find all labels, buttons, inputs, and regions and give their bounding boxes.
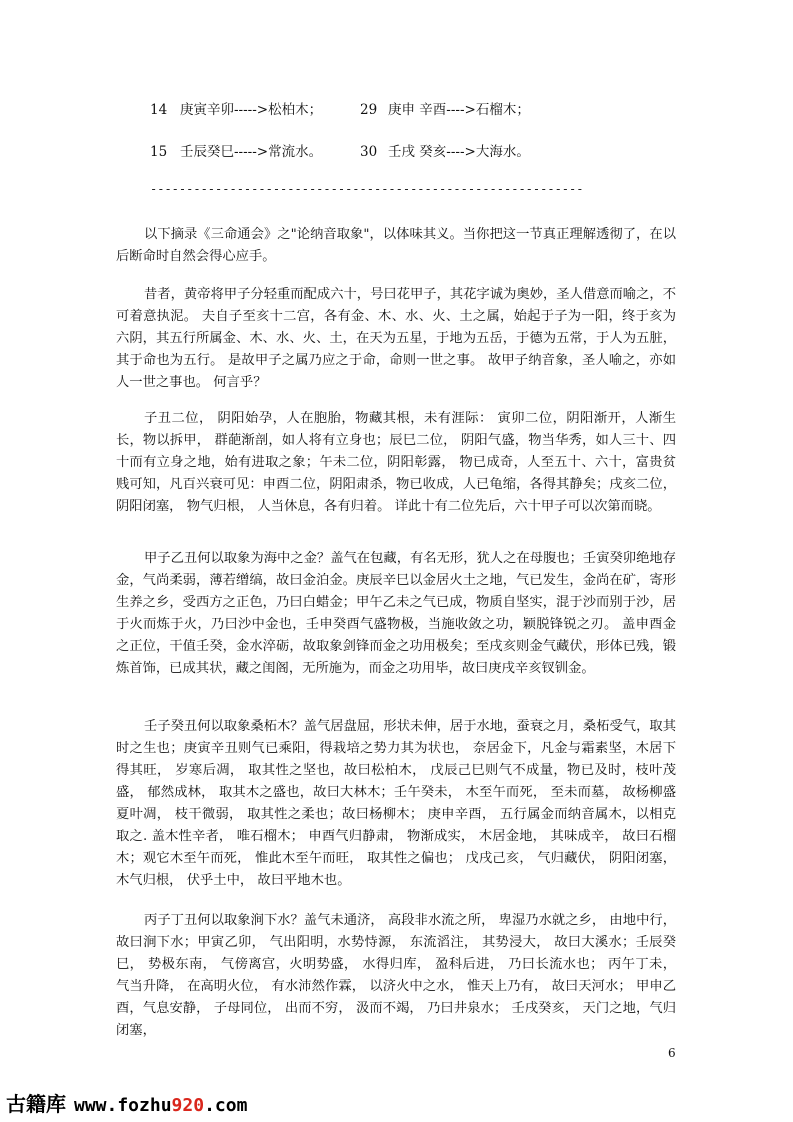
row-number: 15 [150, 144, 168, 160]
site-number: 920 [171, 1095, 205, 1116]
page-number: 6 [668, 1046, 676, 1060]
site-prefix: www.fozhu [74, 1095, 172, 1116]
nayin-table-row [150, 98, 530, 118]
footer-watermark [6, 1088, 247, 1117]
row-text: 壬辰癸巳----->常流水。 [180, 144, 323, 160]
row-text: 庚寅辛卯----->松柏木； [180, 102, 323, 118]
row-text: 庚申 辛酉---->石榴木； [388, 102, 530, 118]
body-paragraph: 壬子癸丑何以取象桑柘木？盖气居盘屈，形状未伸，居于水地，蚕衰之月，桑柘受气，取其时之生也；庚寅辛丑则气已乘阳，得栽培之势力其为状也， 奈居金下，凡金与霜素坚，木居下得其旺， 岁寒后凋， 取其性之坚也，故曰松柏木， 戊辰己巳则气不成量，物已及时，枝叶茂盛， 郁然成林， 取其木之盛也，故曰大林木；壬午癸未， 木至午而死， 至未而墓， 故杨柳盛夏叶凋， 枝干微弱， 取其性之柔也；故曰杨柳木； 庚申辛酉， 五行属金而纳音属木，以相克取之. 盖木性辛者， 唯石榴木； 申酉气归静肃， 物渐成实， 木居金地， 其味成辛， 故曰石榴木；观它木至午而死， 惟此木至午而旺， 取其性之偏也； 戊戌己亥， 气归藏伏， 阴阳闭塞，木气归根， 伏乎土中， 故曰平地木也。 [116, 719, 676, 888]
body-paragraph: 子丑二位， 阴阳始孕，人在胞胎，物藏其根，未有涯际： 寅卯二位，阴阳渐开，人渐生长，物以拆甲， 群葩渐剖，如人将有立身也；辰巳二位， 阴阳气盛，物当华秀，如人三十、四十而有立身之地，始有进取之象；午未二位，阴阳彰露， 物已成奇，人至五十、六十，富贵贫贱可知，凡百兴衰可见：申酉二位，阴阳肃杀，物已收成，人已龟缩，各得其静矣；戌亥二位，阴阳闭塞， 物气归根， 人当休息，各有归着。 详此十有二位先后，六十甲子可以次第而晓。 [116, 411, 676, 514]
body-paragraph: 丙子丁丑何以取象涧下水？盖气未通济， 高段非水流之所， 卑湿乃水就之乡， 由地中行，故曰涧下水；甲寅乙卯， 气出阳明，水势恃源， 东流滔注， 其势浸大， 故曰大溪水；壬辰癸巳， 势极东南， 气傍离宫，火明势盛， 水得归库， 盈科后进， 乃曰长流水也； 丙午丁未， 气当升降， 在高明火位， 有水沛然作霖， 以济火中之水， 惟天上乃有， 故曰天河水； 甲申乙酉，气息安静， 子母同位， 出而不穷， 汲而不竭， 乃曰井泉水； 壬戌癸亥， 天门之地，气归闭塞， [116, 913, 676, 1038]
intro-paragraph: 以下摘录《三命通会》之"论纳音取象"，以体味其义。当你把这一节真正理解透彻了，在以后断命时自然会得心应手。 [116, 227, 676, 264]
dashed-divider: ------------------------------------------------------------ [150, 182, 584, 196]
body-paragraph: 甲子乙丑何以取象为海中之金？盖气在包藏，有名无形，犹人之在母腹也；壬寅癸卯绝地存金，气尚柔弱，薄若缯缟，故曰金泊金。庚辰辛巳以金居火土之地，气已发生，金尚在矿，寄形生养之乡，受西方之正色，乃曰白蜡金；甲午乙未之气已成，物质自坚实，混于沙而别于沙，居于火而炼于火，乃曰沙中金也，壬申癸酉气盛物极，当施收敛之功，颖脱锋锐之刃。 盖申酉金之正位，干值壬癸，金水淬砺，故取象剑锋而金之功用极矣；至戌亥则金气藏伏，形体已残，锻炼首饰，已成其状，藏之闺阁，无所施为，而金之功用毕，故曰庚戌辛亥钗钏金。 [116, 551, 676, 676]
body-paragraph: 昔者，黄帝将甲子分轻重而配成六十，号曰花甲子，其花字诚为奥妙，圣人借意而喻之，不可着意执泥。 夫自子至亥十二宫，各有金、木、水、火、土之属，始起于子为一阳，终于亥为六阴，其五行所属金、木、水、火、土，在天为五星，于地为五岳，于德为五常，于人为五脏，其于命也为五行。 是故甲子之属乃应之于命，命则一世之事。 故甲子纳音象，圣人喻之，亦如人一世之事也。 何言乎？ [116, 287, 676, 390]
row-number: 14 [150, 102, 168, 118]
row-number: 30 [360, 144, 378, 160]
brand-name: 古籍库 [6, 1092, 66, 1116]
row-text: 壬戌 癸亥---->大海水。 [388, 144, 530, 160]
site-suffix: .com [204, 1095, 248, 1116]
row-number: 29 [360, 102, 378, 118]
site-url [74, 1095, 247, 1116]
nayin-table-row [150, 140, 530, 160]
